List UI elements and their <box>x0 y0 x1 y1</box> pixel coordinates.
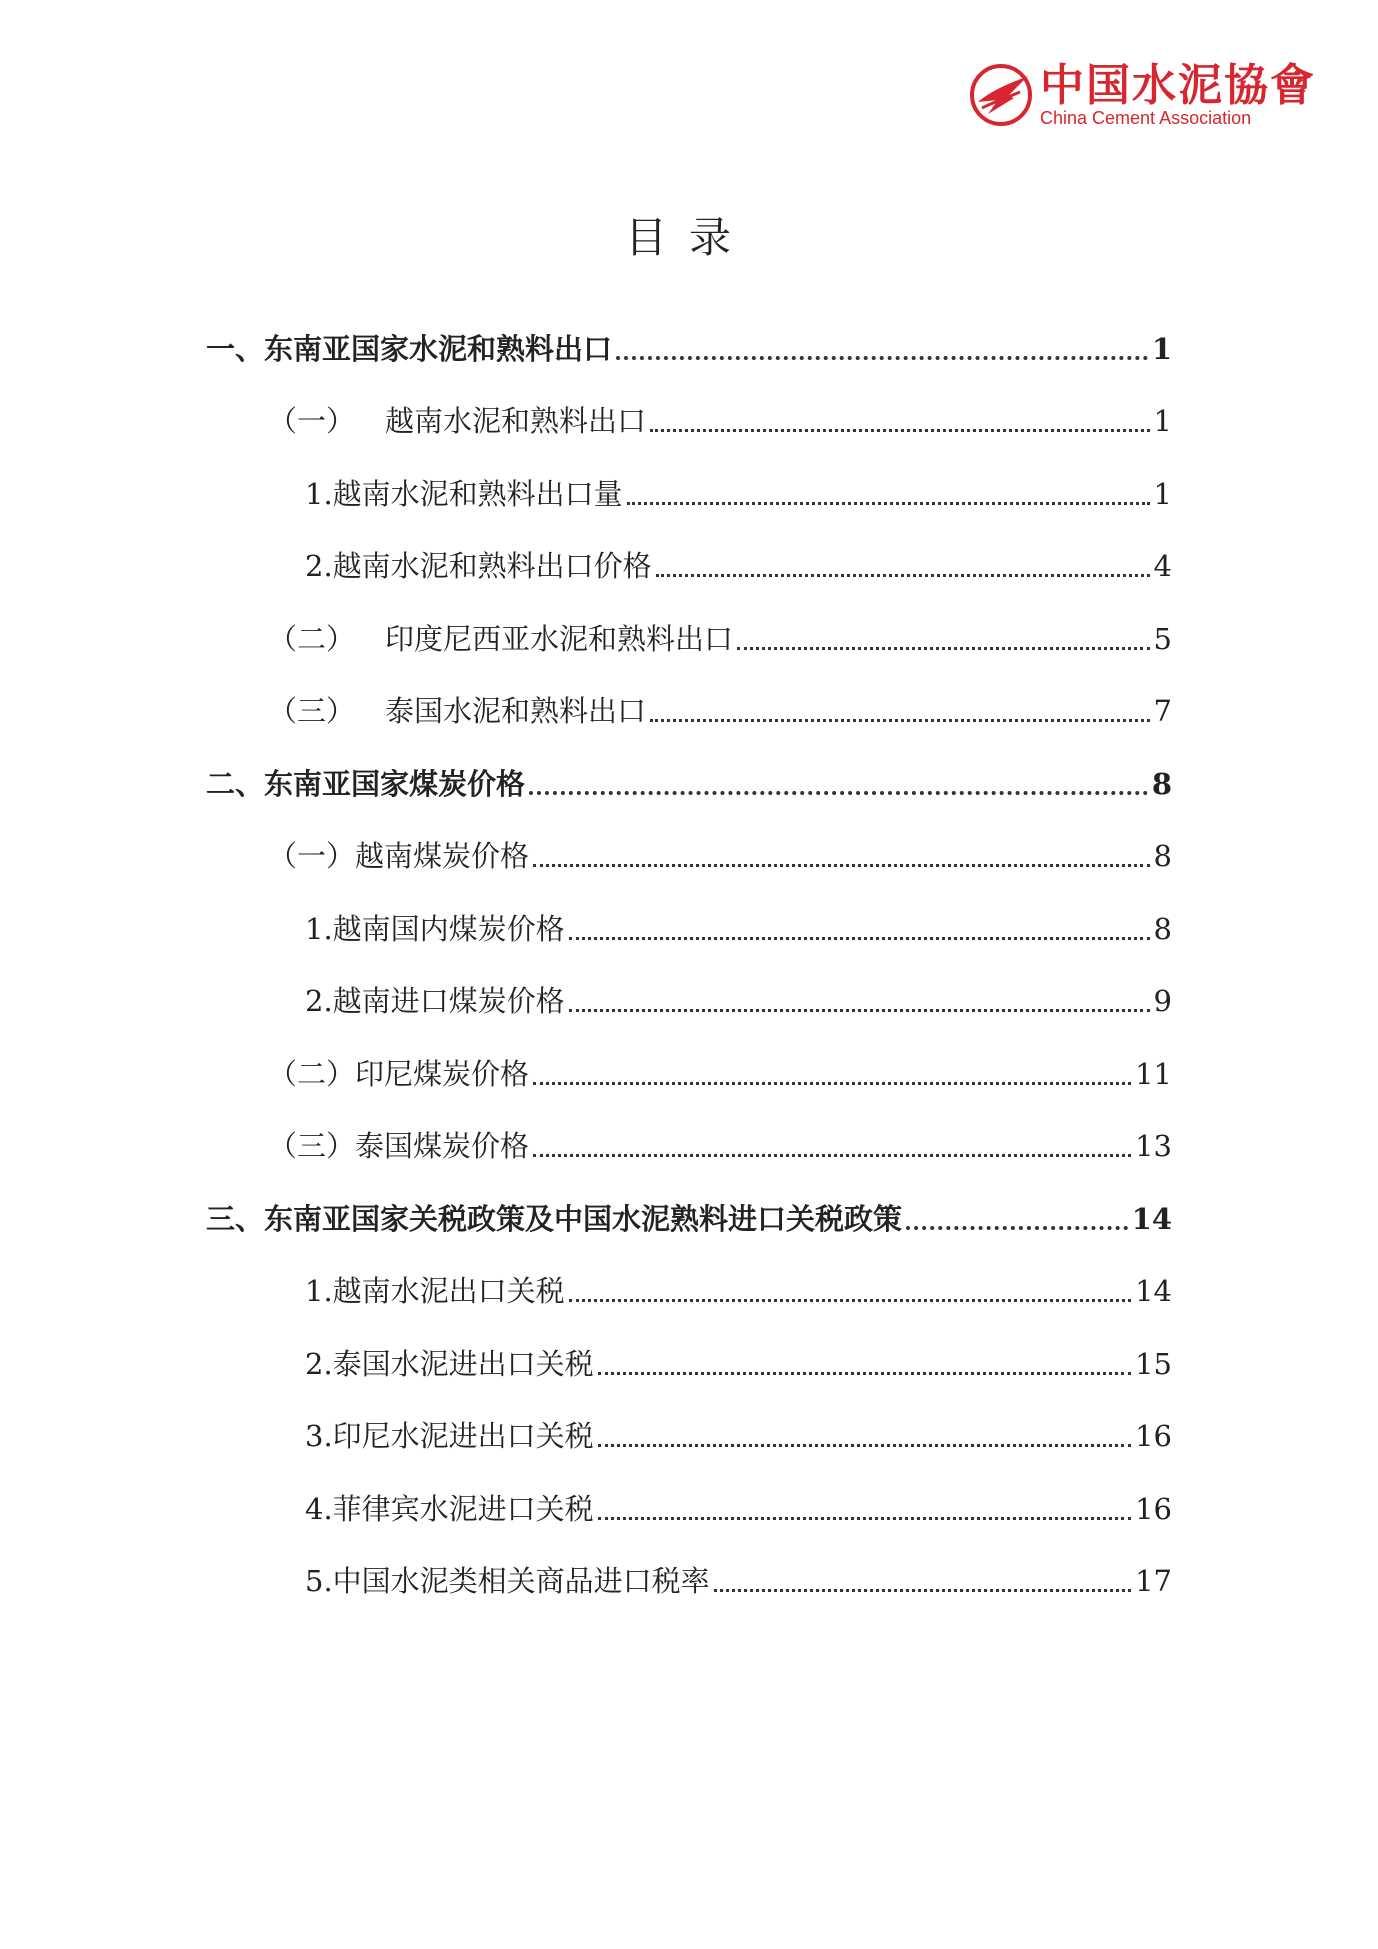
toc-entry-label <box>305 1416 594 1456</box>
toc-page-number: 8 <box>1153 839 1172 873</box>
toc-page-number: 14 <box>1135 1274 1172 1308</box>
toc-dot-leader <box>737 647 1150 650</box>
toc-entry-text: 越南水泥和熟料出口价格 <box>332 549 652 583</box>
toc-entry-text: 东南亚国家煤炭价格 <box>264 767 526 801</box>
toc-dot-leader <box>656 574 1150 577</box>
toc-entry-text: 泰国水泥进出口关税 <box>332 1347 594 1381</box>
toc-entry-label <box>268 401 646 441</box>
toc-entry-number: 1. <box>305 912 333 946</box>
toc-entry-label <box>268 836 529 876</box>
toc-entry-number: （三） <box>268 694 356 728</box>
toc-entry[interactable] <box>268 836 1172 876</box>
toc-page-number: 11 <box>1135 1057 1172 1091</box>
toc-entry-number: （二） <box>268 1057 356 1091</box>
toc-dot-leader <box>569 1009 1150 1012</box>
toc-entry[interactable] <box>206 764 1172 804</box>
toc-entry-number: 一、 <box>206 332 265 366</box>
toc-entry-text: 泰国水泥和熟料出口 <box>385 694 647 728</box>
toc-page-number: 5 <box>1153 622 1172 656</box>
toc-entry-number: 2. <box>305 1347 333 1381</box>
toc-entry-number: 3. <box>305 1419 333 1453</box>
toc-page-number: 7 <box>1153 694 1172 728</box>
toc-dot-leader <box>650 719 1150 722</box>
toc-dot-leader <box>714 1589 1131 1592</box>
toc-entry-number: 二、 <box>206 767 265 801</box>
toc-page-number: 1 <box>1151 332 1172 366</box>
toc-entry-text: 泰国煤炭价格 <box>355 1129 530 1163</box>
toc-entry-number: （三） <box>268 1129 356 1163</box>
toc-entry-label <box>305 1489 594 1529</box>
toc-entry[interactable] <box>305 474 1172 514</box>
toc-page-number: 8 <box>1153 912 1172 946</box>
toc-entry-text: 印尼煤炭价格 <box>355 1057 530 1091</box>
toc-entry[interactable] <box>268 619 1172 659</box>
toc-entry-text: 越南煤炭价格 <box>355 839 530 873</box>
toc-entry[interactable] <box>268 1126 1172 1166</box>
toc-page-number: 4 <box>1153 549 1172 583</box>
toc-entry-number: 2. <box>305 984 333 1018</box>
toc-entry[interactable] <box>268 401 1172 441</box>
toc-entry-label <box>268 691 646 731</box>
toc-entry-label <box>206 764 525 804</box>
toc-page-number: 16 <box>1135 1419 1172 1453</box>
toc-page-number: 14 <box>1131 1202 1172 1236</box>
toc-entry[interactable] <box>305 1489 1172 1529</box>
toc-entry[interactable] <box>305 1271 1172 1311</box>
toc-entry-number: 三、 <box>206 1202 265 1236</box>
toc-entry-number: （一） <box>268 404 356 438</box>
toc-entry[interactable] <box>305 1416 1172 1456</box>
toc-entry[interactable] <box>305 1344 1172 1384</box>
toc-page-number: 1 <box>1153 404 1172 438</box>
toc-entry-label <box>206 1199 902 1239</box>
toc-entry[interactable] <box>305 546 1172 586</box>
toc-page-number: 17 <box>1135 1564 1172 1598</box>
toc-entry-text: 越南水泥和熟料出口量 <box>332 477 623 511</box>
toc-dot-leader <box>533 864 1150 867</box>
toc-entry[interactable] <box>305 981 1172 1021</box>
toc-page-number: 1 <box>1153 477 1172 511</box>
toc-dot-leader <box>598 1444 1131 1447</box>
toc-page-number: 15 <box>1135 1347 1172 1381</box>
toc-entry-label <box>305 1561 710 1601</box>
toc-entry-label <box>268 1054 529 1094</box>
toc-entry-text: 越南水泥和熟料出口 <box>385 404 647 438</box>
toc-entry-label <box>206 329 612 369</box>
toc-entry-label <box>305 474 623 514</box>
toc-entry-number: 1. <box>305 477 333 511</box>
toc-entry-text: 中国水泥类相关商品进口税率 <box>332 1564 710 1598</box>
toc-entry[interactable] <box>268 691 1172 731</box>
logo-english-name: China Cement Association <box>1040 108 1252 128</box>
toc-dot-leader <box>533 1154 1131 1157</box>
toc-dot-leader <box>627 502 1150 505</box>
toc-entry-number: 2. <box>305 549 333 583</box>
toc-entry-text: 东南亚国家水泥和熟料出口 <box>264 332 613 366</box>
toc-entry-label <box>305 546 652 586</box>
toc-dot-leader <box>569 1299 1131 1302</box>
toc-page-number: 9 <box>1153 984 1172 1018</box>
toc-page-number: 13 <box>1135 1129 1172 1163</box>
toc-entry-number: （二） <box>268 622 356 656</box>
toc-dot-leader <box>598 1372 1131 1375</box>
toc-page-number: 16 <box>1135 1492 1172 1526</box>
toc-entry-number: （一） <box>268 839 356 873</box>
toc-entry-label <box>268 619 733 659</box>
toc-entry-text: 越南进口煤炭价格 <box>332 984 565 1018</box>
toc-entry-number: 4. <box>305 1492 333 1526</box>
toc-entry-label <box>305 981 565 1021</box>
toc-entry-label <box>305 909 565 949</box>
toc-entry-text: 印度尼西亚水泥和熟料出口 <box>385 622 734 656</box>
toc-dot-leader <box>529 791 1148 795</box>
toc-entry[interactable] <box>206 1199 1172 1239</box>
toc-entry[interactable] <box>268 1054 1172 1094</box>
toc-dot-leader <box>616 356 1148 360</box>
toc-dot-leader <box>650 429 1150 432</box>
logo-chinese-name: 中国水泥協會 <box>1040 60 1316 111</box>
toc-entry[interactable] <box>305 1561 1172 1601</box>
toc-entry-number: 5. <box>305 1564 333 1598</box>
toc-entry-label <box>305 1344 594 1384</box>
toc-entry-text: 越南水泥出口关税 <box>332 1274 565 1308</box>
page-title: 目录 <box>624 213 753 262</box>
toc-entry-text: 东南亚国家关税政策及中国水泥熟料进口关税政策 <box>264 1202 903 1236</box>
toc-dot-leader <box>598 1517 1131 1520</box>
toc-entry[interactable] <box>305 909 1172 949</box>
toc-entry-text: 印尼水泥进出口关税 <box>332 1419 594 1453</box>
toc-entry-text: 菲律宾水泥进口关税 <box>332 1492 594 1526</box>
toc-entry-label <box>305 1271 565 1311</box>
toc-entry[interactable] <box>206 329 1172 369</box>
toc-dot-leader <box>533 1082 1131 1085</box>
toc-entry-text: 越南国内煤炭价格 <box>332 912 565 946</box>
toc-entry-label <box>268 1126 529 1166</box>
toc-entry-number: 1. <box>305 1274 333 1308</box>
toc-dot-leader <box>569 937 1150 940</box>
toc-dot-leader <box>906 1226 1128 1230</box>
toc-page-number: 8 <box>1151 767 1172 801</box>
